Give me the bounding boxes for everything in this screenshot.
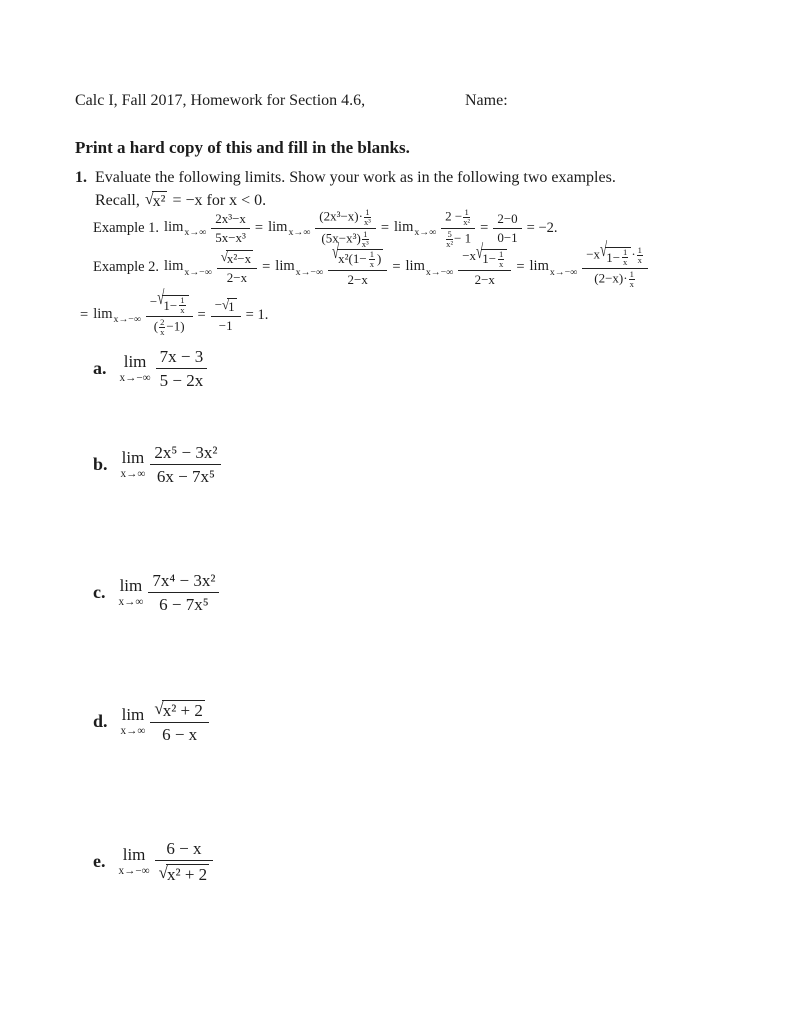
radicand: x² + 2 [167,865,208,885]
lim-subscript: x→∞ [120,467,146,480]
numerator: 7x − 3 [156,346,208,369]
small-fraction [637,246,643,265]
radicand-text: ) [376,251,382,267]
small-fraction [622,248,628,267]
limit-display [121,706,146,738]
limit-display [121,449,146,481]
fraction [315,208,376,249]
sfrac-den: x³ [361,239,369,249]
numerator [150,698,209,723]
sfrac-den: x [180,305,185,315]
lim-word: lim [164,218,184,235]
denominator: 2−x [226,269,248,285]
num-text: 2 − [445,208,463,224]
num-text: − [149,294,158,309]
header [75,92,365,110]
denominator: 0−1 [497,230,518,245]
fraction [150,442,221,488]
den-text: ( [153,318,159,334]
denominator: 6 − 7x⁵ [159,595,209,615]
den-text: −1) [166,318,185,334]
numerator [146,285,193,317]
lim-subscript: x→−∞ [425,266,454,278]
fraction [217,249,257,286]
sqrt-expression [154,700,205,721]
equals-sign: = [480,220,489,236]
radicand-text: 1− [163,297,178,313]
sfrac-num: 1 [365,207,370,217]
radical-icon: √ [158,863,168,883]
example1-result: = −2. [526,220,558,236]
sqrt-expression [476,239,507,269]
limit-display [119,577,144,609]
recall-prefix: Recall, [95,192,140,210]
fraction [156,346,208,392]
sfrac-den: x [623,257,628,268]
lim-subscript: x→−∞ [113,314,141,326]
problem-a [93,346,207,392]
numerator [458,239,511,271]
numerator [217,249,257,269]
small-fraction [463,208,470,227]
lim-subscript: x→−∞ [184,266,212,278]
instructions-heading: Print a hard copy of this and fill in the blanks. [75,138,410,157]
numerator: 6 − x [155,838,214,861]
small-fraction [364,208,371,227]
sfrac-num: 1 [369,248,374,259]
lim-word: lim [123,351,147,371]
limit-display [119,846,150,878]
fraction [458,239,511,288]
example-2-line2 [80,285,269,337]
limit-inline [275,258,323,278]
sqrt-expression [159,864,210,885]
sfrac-num: 1 [363,229,368,239]
radicand: x² + 2 [162,701,203,720]
limit-inline [268,219,310,239]
denominator [155,861,214,885]
small-fraction [369,250,375,269]
sfrac-num: 5 [447,229,452,239]
equals-sign: = [380,220,390,236]
den-text: (2−x)· [594,270,628,286]
equals-sign: = [516,259,525,276]
radical-icon: √ [331,239,340,263]
den-text: − 1 [454,230,472,246]
radical-icon: √ [157,285,165,309]
num-text: (2x³−x)· [319,208,363,224]
denominator: 2−x [347,271,368,287]
sfrac-num: 1 [623,247,628,258]
lim-subscript: x→∞ [120,724,146,737]
fraction [493,211,521,247]
numerator: 2−0 [493,211,521,229]
num-text: − [214,297,223,313]
problem-label: b. [93,454,108,475]
numerator [441,208,475,229]
denominator [146,317,193,337]
equals-sign: = [80,307,89,323]
fraction [148,570,219,616]
radicand: x² [152,193,166,210]
sfrac-den: x [369,258,374,269]
radical-icon: √ [222,297,230,313]
numerator [582,238,648,269]
problem-e [93,838,213,886]
example2-result: = 1. [245,307,269,323]
equals-sign: = [392,259,401,276]
lim-word: lim [121,447,145,467]
radicand-text: x²(1− [338,251,367,267]
denominator: 5x−x³ [215,230,246,245]
denominator: 6x − 7x⁵ [156,467,215,487]
small-fraction [629,270,635,289]
fraction [211,297,241,334]
denominator: 6 − x [162,725,198,745]
radical-icon: √ [220,249,228,265]
sqrt-expression [222,298,237,315]
den-text: (5x−x³) [321,230,361,246]
radicand: x²−x [226,251,252,267]
radical-icon: √ [600,238,608,262]
lim-word: lim [121,705,145,725]
example1-label: Example 1. [93,220,160,236]
equals-sign: = [197,307,206,323]
sfrac-num: 1 [180,295,185,305]
numerator [315,208,376,229]
sfrac-den: x [637,255,642,265]
limit-inline [530,258,578,278]
sqrt-expression [221,250,253,267]
limit-inline [164,219,206,239]
sqrt-expression [600,238,631,268]
sfrac-den: x [629,279,634,290]
radical-icon: √ [144,191,154,208]
example-1 [93,208,558,249]
lim-word: lim [529,257,549,274]
small-fraction [498,250,504,269]
dot-operator: · [631,246,636,262]
sfrac-num: 2 [160,317,165,327]
item-1 [75,169,751,211]
lim-subscript: x→∞ [184,227,207,239]
problem-b [93,442,221,488]
problem-c [93,570,219,616]
denominator: 2−x [474,271,495,287]
limit-inline [406,258,454,278]
sfrac-den: x³ [363,217,371,227]
sfrac-num: 1 [464,207,469,217]
lim-word: lim [394,218,414,235]
radicand: 1 [228,299,235,315]
sqrt-expression [157,285,188,315]
sfrac-num: 1 [637,245,642,255]
small-fraction [179,296,185,315]
fraction [150,698,209,746]
lim-word: lim [119,575,143,595]
denominator: −1 [218,317,233,333]
lim-word: lim [268,218,288,235]
radicand-text: 1− [606,250,621,266]
limit-inline [164,258,212,278]
limit-inline [93,306,141,326]
lim-word: lim [164,257,184,274]
lim-word: lim [122,845,146,865]
name-label: Name: [465,92,508,109]
example2-label: Example 2. [93,259,160,276]
sfrac-den: x² [463,217,471,227]
fraction [441,208,475,249]
course-title: Calc I, Fall 2017, Homework for Section 4.6, [75,92,366,109]
sfrac-num: 1 [629,269,634,280]
fraction [146,285,193,337]
sfrac-den: x [160,327,165,337]
lim-subscript: x→−∞ [549,266,578,278]
lim-word: lim [275,257,295,274]
radicand-text: 1− [482,251,497,267]
fraction [211,211,250,247]
denominator: 5 − 2x [159,371,204,391]
equals-sign: = [254,220,264,236]
numerator: 2x³−x [211,211,250,229]
recall-suffix: = −x for x < 0. [172,192,267,210]
problem-label: d. [93,711,108,732]
denominator [582,269,648,289]
num-text: −x [462,247,477,263]
item-line1: Evaluate the following limits. Show your work as in the following two examples. [95,169,616,186]
sfrac-num: 1 [499,248,504,259]
fraction [155,838,214,886]
sfrac-den: x [499,258,504,269]
lim-subscript: x→−∞ [119,371,151,384]
sfrac-den: x² [446,239,454,249]
item-body [95,169,616,211]
radical-icon: √ [476,239,484,263]
problem-label: e. [93,851,106,872]
radical-icon: √ [154,699,164,718]
numerator: 7x⁴ − 3x² [148,570,219,593]
small-fraction [159,318,165,337]
lim-subscript: x→−∞ [295,266,323,278]
numerator: 2x⁵ − 3x² [150,442,221,465]
problem-label: c. [93,582,106,603]
lim-word: lim [405,257,425,274]
problem-d [93,698,209,746]
lim-subscript: x→−∞ [118,864,150,877]
lim-word: lim [93,305,113,322]
problem-label: a. [93,358,107,379]
limit-display [120,353,151,385]
fraction [582,238,648,290]
numerator [211,297,241,317]
equals-sign: = [262,259,271,276]
limit-inline [394,219,436,239]
num-text: −x [586,246,601,262]
lim-subscript: x→∞ [288,227,311,239]
lim-subscript: x→∞ [414,227,437,239]
lim-subscript: x→∞ [118,595,144,608]
item-number: 1. [75,169,87,186]
